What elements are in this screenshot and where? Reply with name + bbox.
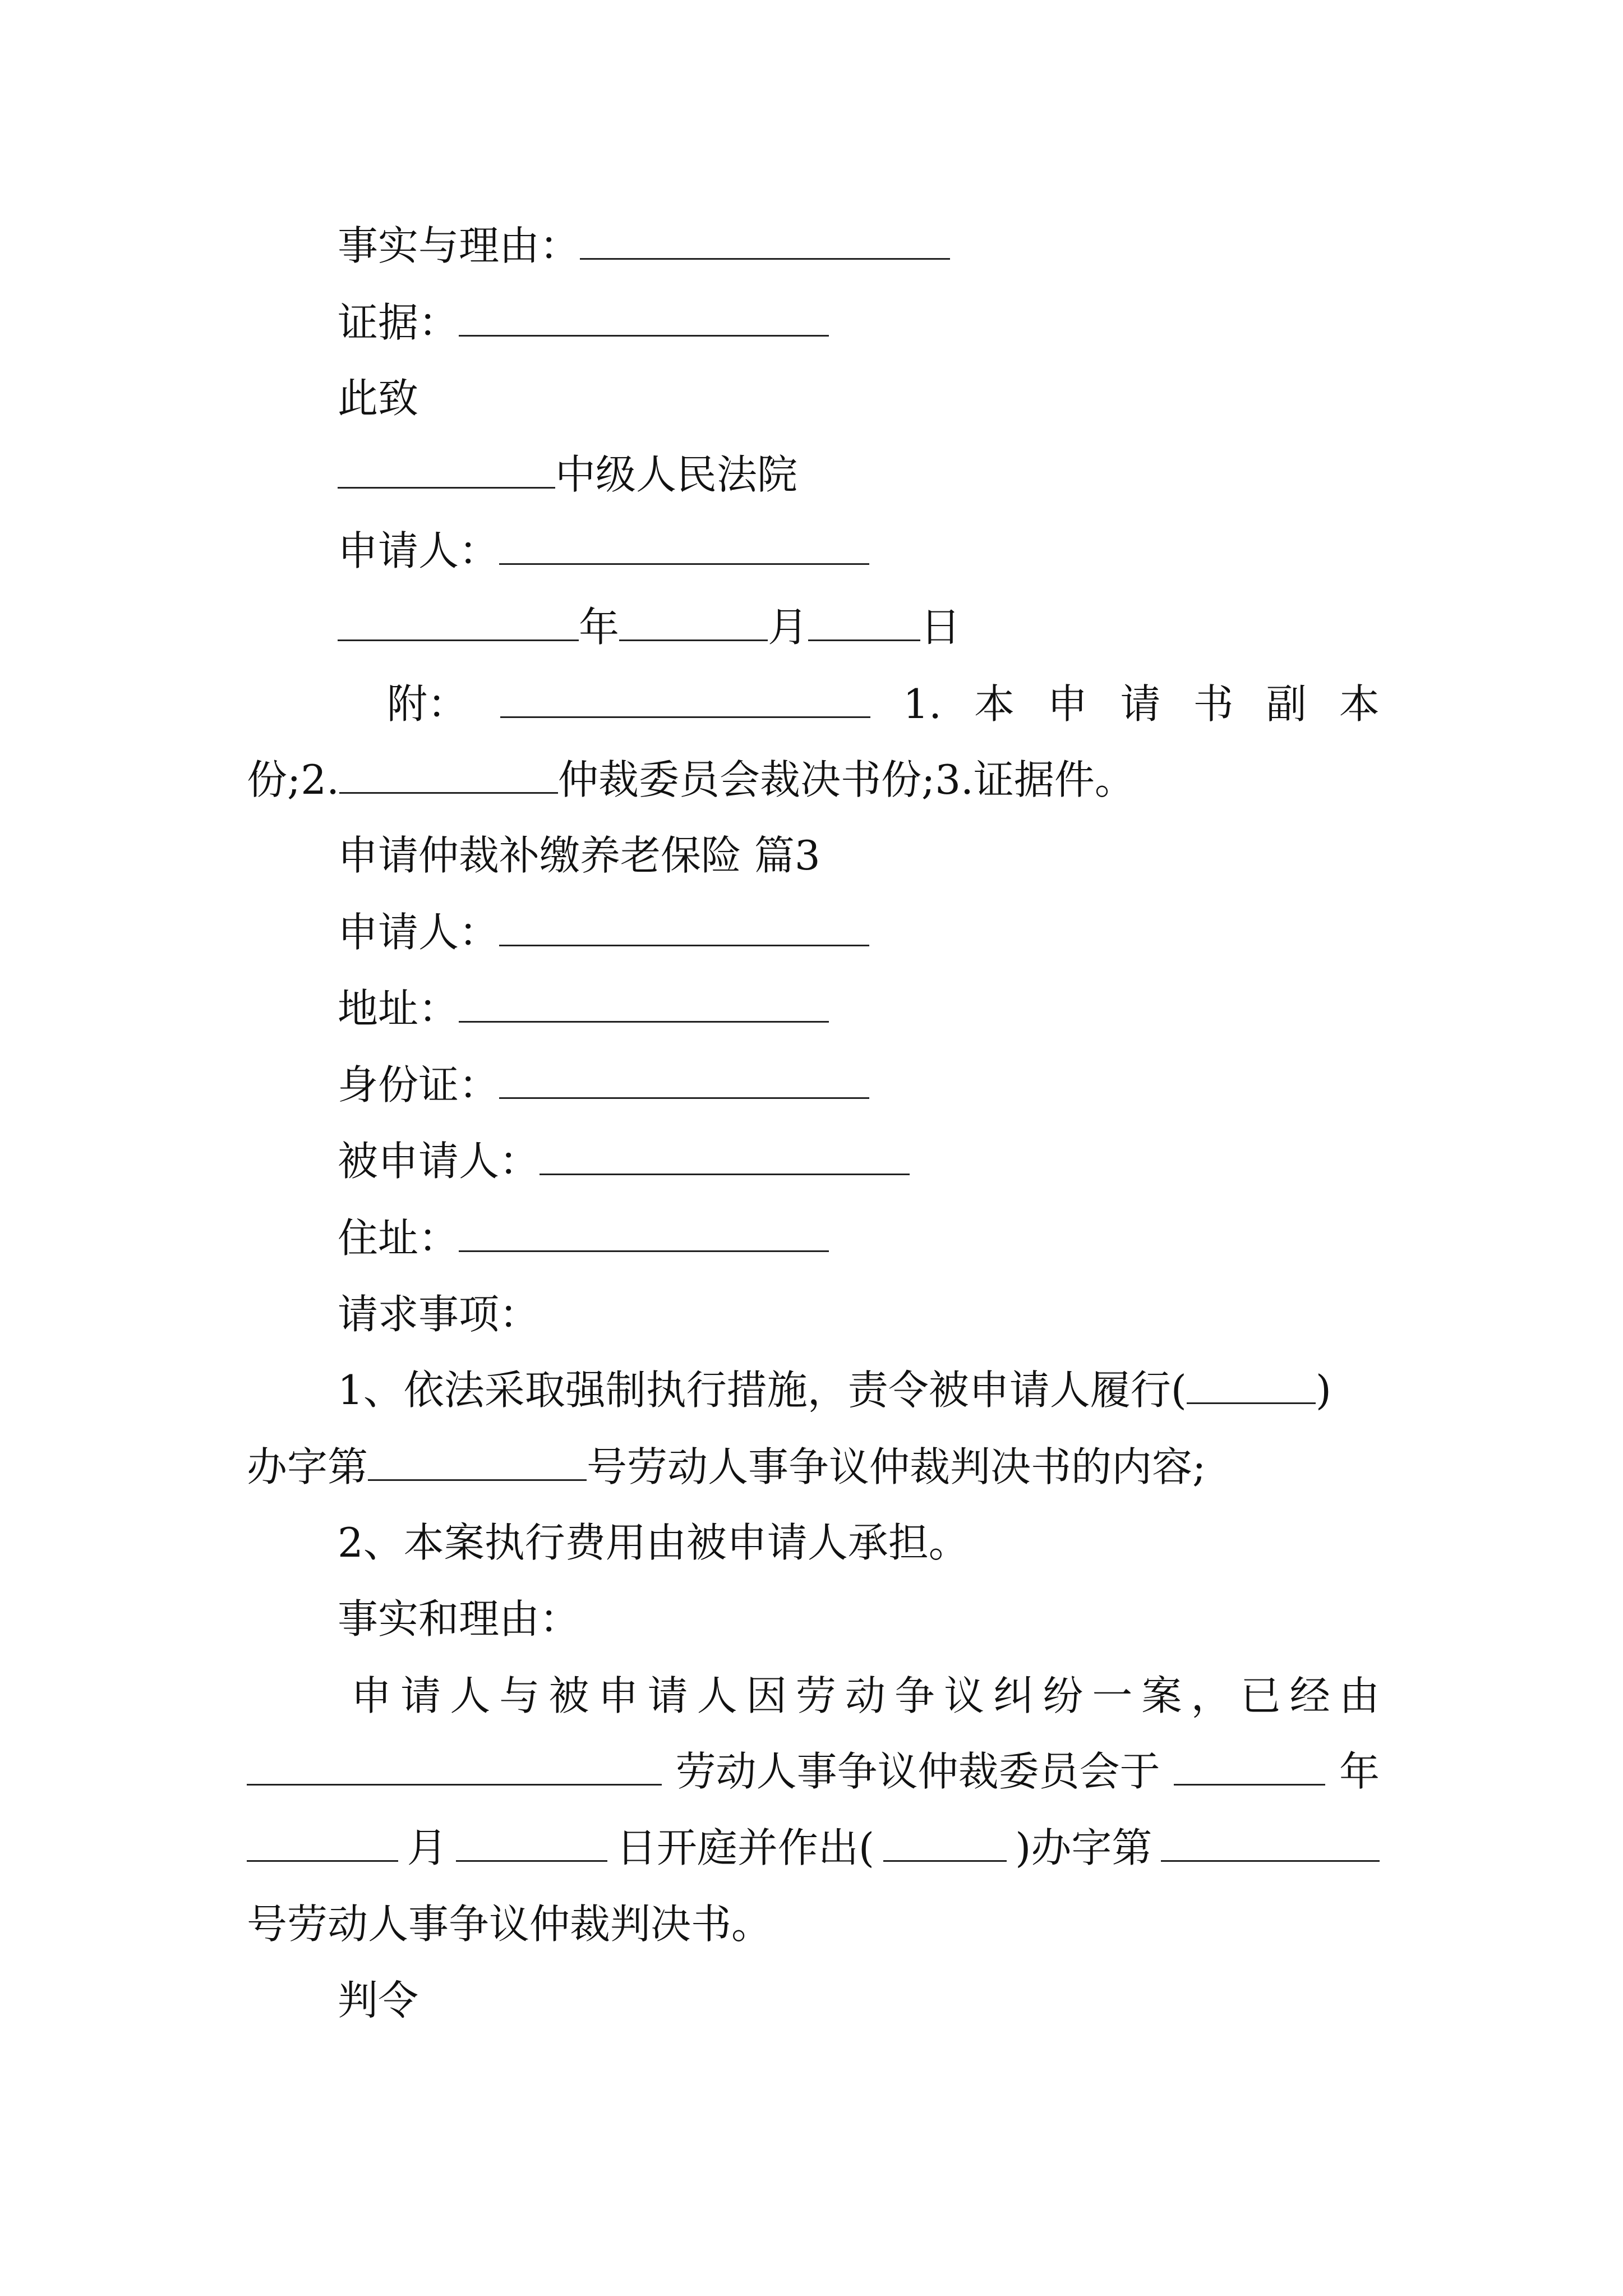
facts-char: ， xyxy=(1191,1672,1232,1719)
date-line xyxy=(338,599,961,655)
office-blank xyxy=(883,1828,1007,1862)
facts-char: 议 xyxy=(944,1672,985,1719)
attachment-char-0: 1. xyxy=(903,680,942,728)
facts-paragraph-line-1 xyxy=(351,1668,1380,1724)
court-blank xyxy=(338,454,555,489)
facts-char: 案 xyxy=(1141,1672,1182,1719)
facts-char: 被 xyxy=(548,1672,589,1719)
month-blank xyxy=(619,607,768,641)
applicant2-blank xyxy=(499,912,869,946)
salutation: 此致 xyxy=(338,375,419,422)
facts-char: 劳 xyxy=(795,1672,836,1719)
evidence-blank xyxy=(459,302,829,337)
facts-char: 一 xyxy=(1092,1672,1133,1719)
facts-line-3-text-2: )办字第 xyxy=(1015,1824,1152,1871)
id-card-label: 身份证： xyxy=(338,1061,500,1108)
residence-line xyxy=(338,1210,829,1266)
facts-paragraph-line-4: 号劳动人事争议仲裁判决书。 xyxy=(247,1901,772,1948)
hearing-year-blank xyxy=(1174,1751,1325,1786)
claim-1-close: ) xyxy=(1315,1366,1331,1414)
facts-char: 争 xyxy=(895,1672,935,1719)
attachment-char-4: 书 xyxy=(1193,680,1234,728)
attachment-cont-b: 仲裁委员会裁决书份;3.证据件。 xyxy=(557,756,1135,803)
facts-char: 动 xyxy=(845,1672,886,1719)
facts-line-3-month: 月 xyxy=(407,1824,448,1871)
facts-line-3-text: 日开庭并作出( xyxy=(616,1824,874,1871)
section-heading: 申请仲裁补缴养老保险 篇3 xyxy=(338,832,820,879)
month-label: 月 xyxy=(768,604,809,651)
facts-char: 人 xyxy=(450,1672,491,1719)
claim-1-text: 1、依法采取强制执行措施，责令被申请人履行( xyxy=(338,1366,1187,1414)
facts-char: 人 xyxy=(697,1672,737,1719)
facts-char: 请 xyxy=(400,1672,441,1719)
claim-1-cont-a: 办字第 xyxy=(247,1443,368,1490)
year-blank xyxy=(338,607,579,641)
id-card-blank xyxy=(499,1065,869,1099)
respondent-label: 被申请人： xyxy=(338,1138,540,1185)
facts-char: 因 xyxy=(746,1672,787,1719)
residence-label: 住址： xyxy=(338,1214,459,1262)
applicant-blank xyxy=(499,531,869,565)
facts-line-2-year: 年 xyxy=(1339,1748,1380,1795)
committee-blank xyxy=(247,1751,662,1786)
attachment-continued xyxy=(247,752,1135,808)
court-line xyxy=(338,447,797,503)
claim-1-continued xyxy=(247,1439,1206,1495)
claim-1-blank xyxy=(1187,1370,1316,1404)
hearing-day-blank xyxy=(456,1828,607,1862)
applicant2-label: 申请人： xyxy=(338,909,500,956)
facts-char: 与 xyxy=(499,1672,540,1719)
claim-2: 2、本案执行费用由被申请人承担。 xyxy=(338,1519,969,1566)
facts-char: 纷 xyxy=(1043,1672,1083,1719)
facts-line-2-text: 劳动人事争议仲裁委员会于 xyxy=(675,1748,1160,1795)
attachment-blank xyxy=(500,684,870,718)
attachment-char-6: 本 xyxy=(1339,680,1380,728)
case-number-blank xyxy=(368,1447,587,1481)
day-label: 日 xyxy=(920,604,961,651)
applicant-line xyxy=(338,523,869,579)
claim-1-cont-b: 号劳动人事争议仲裁判决书的内容; xyxy=(587,1443,1206,1490)
evidence-label: 证据： xyxy=(338,299,459,346)
attachment-char-2: 申 xyxy=(1047,680,1088,728)
address-label: 地址： xyxy=(338,985,459,1032)
attachment-char-5: 副 xyxy=(1266,680,1307,728)
evidence-line xyxy=(338,295,829,351)
judgment-number-blank xyxy=(1161,1828,1380,1862)
year-label: 年 xyxy=(579,604,620,651)
facts-char: 请 xyxy=(647,1672,688,1719)
facts-char: 申 xyxy=(351,1672,392,1719)
attachment-char-3: 请 xyxy=(1120,680,1161,728)
applicant-label: 申请人： xyxy=(338,527,500,574)
facts-reasons-label: 事实与理由： xyxy=(338,222,580,269)
facts-reasons-line xyxy=(338,218,950,274)
day-blank xyxy=(808,607,920,641)
facts-reasons-blank xyxy=(580,226,950,260)
facts-char: 纠 xyxy=(993,1672,1034,1719)
hearing-month-blank xyxy=(247,1828,398,1862)
attachment-label: 附： xyxy=(387,680,468,728)
respondent-line xyxy=(338,1133,910,1189)
respondent-blank xyxy=(540,1141,910,1175)
claim-1-line xyxy=(338,1362,1331,1418)
facts-paragraph-line-2 xyxy=(247,1743,1380,1800)
arbitration-committee-blank xyxy=(339,760,558,794)
attachment-char-1: 本 xyxy=(974,680,1015,728)
applicant2-line xyxy=(338,904,869,960)
attachment-line xyxy=(387,676,1380,732)
id-card-line xyxy=(338,1057,869,1113)
address-blank xyxy=(459,988,829,1023)
attachment-cont-a: 份;2. xyxy=(247,756,339,803)
facts-char: 已 xyxy=(1240,1672,1281,1719)
claims-heading: 请求事项： xyxy=(338,1291,540,1338)
facts-char: 申 xyxy=(598,1672,639,1719)
address-line xyxy=(338,981,829,1037)
residence-blank xyxy=(459,1218,829,1252)
facts-paragraph-line-3 xyxy=(247,1820,1380,1876)
facts-heading: 事实和理由： xyxy=(338,1595,580,1642)
order-heading: 判令 xyxy=(338,1977,419,2024)
court-suffix: 中级人民法院 xyxy=(555,451,798,498)
facts-char: 由 xyxy=(1339,1672,1380,1719)
facts-char: 经 xyxy=(1289,1672,1330,1719)
